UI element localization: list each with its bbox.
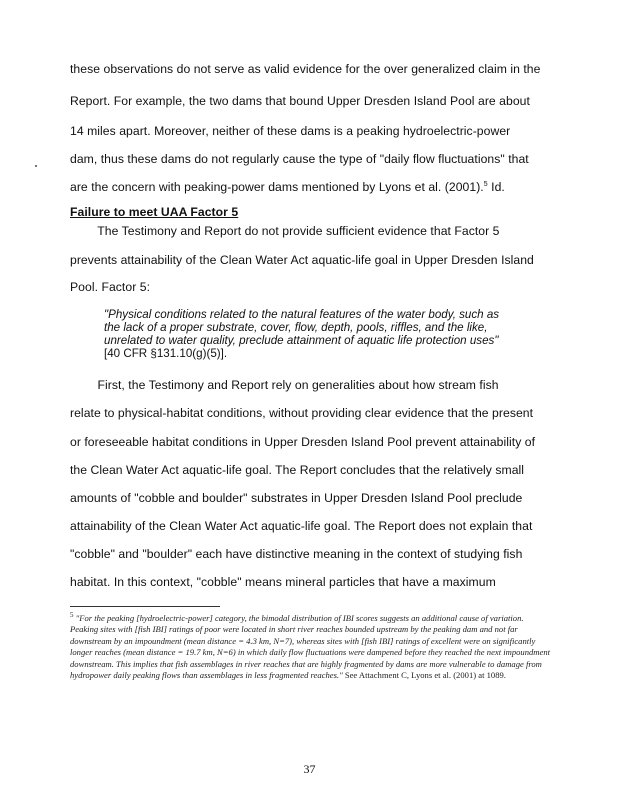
body-line: these observations do not serve as valid evidence for the over generalized claim in the <box>70 62 541 76</box>
body-line: prevents attainability of the Clean Water Act aquatic-life goal in Upper Dresden Island <box>70 253 534 267</box>
footnote-source: See Attachment C, Lyons et al. (2001) at 1089. <box>342 670 506 681</box>
body-line: Pool. Factor 5: <box>70 280 151 294</box>
body-line-with-footnote <box>70 180 505 194</box>
page-number: 37 <box>303 762 316 776</box>
footnote-reference: 5 <box>483 180 488 188</box>
id-citation: Id. <box>487 180 505 194</box>
body-line: the Clean Water Act aquatic-life goal. The Report concludes that the relatively small <box>70 463 525 477</box>
section-heading: Failure to meet UAA Factor 5 <box>70 205 239 219</box>
body-line: attainability of the Clean Water Act aquatic-life goal. The Report does not explain that <box>70 519 533 533</box>
body-line: or foreseeable habitat conditions in Upper Dresden Island Pool prevent attainability of <box>70 435 536 449</box>
body-line: relate to physical-habitat conditions, without providing clear evidence that the present <box>70 406 534 420</box>
footnote-marker: 5 <box>70 611 74 619</box>
quote-citation: [40 CFR §131.10(g)(5)]. <box>104 347 228 360</box>
quote-text: "Physical conditions related to the natural features of the water body, such as the lack of a proper substrate, cover, flow, depth, pools, riffles, and the like, unrelated to water quality, preclude attainment of aquatic life protection uses" <box>104 308 500 347</box>
footnote <box>70 610 550 682</box>
body-line: 14 miles apart. Moreover, neither of these dams is a peaking hydroelectric-power <box>70 124 511 138</box>
body-line: dam, thus these dams do not regularly cause the type of "daily flow fluctuations" that <box>70 152 529 166</box>
body-line: habitat. In this context, "cobble" means mineral particles that have a maximum <box>70 575 496 589</box>
body-line: Report. For example, the two dams that bound Upper Dresden Island Pool are about <box>70 94 530 108</box>
footnote-divider <box>70 606 220 607</box>
body-line-text: are the concern with peaking-power dams mentioned by Lyons et al. (2001). <box>70 180 484 194</box>
factor-5-quote <box>104 308 514 360</box>
scan-speck <box>35 165 37 167</box>
footnote-text: "For the peaking [hydroelectric-power] category, the bimodal distribution of IBI scores suggests an additional cause of variation. Peaking sites with [fish IBI] ratings of poor were located in short river reaches bounded upstream by the peaking dam and not far downstream by an impoundment (mean distance = 4.3 km, N=7), whereas sites with [fish IBI] ratings of excellent were on significantly longer reaches (mean distance = 19.7 km, N=6) in which daily flow fluctuations were dampened before they reached the next impoundment downstream. This implies that fish assemblages in river reaches that are highly fragmented by dams are more vulnerable to damage from hydropower daily peaking flows than assemblages in less fragmented reaches." <box>70 612 551 681</box>
body-line: amounts of "cobble and boulder" substrates in Upper Dresden Island Pool preclude <box>70 491 523 505</box>
body-line: "cobble" and "boulder" each have distinctive meaning in the context of studying fish <box>70 547 523 561</box>
body-line: The Testimony and Report do not provide sufficient evidence that Factor 5 <box>70 224 500 238</box>
body-line: First, the Testimony and Report rely on generalities about how stream fish <box>70 378 499 392</box>
